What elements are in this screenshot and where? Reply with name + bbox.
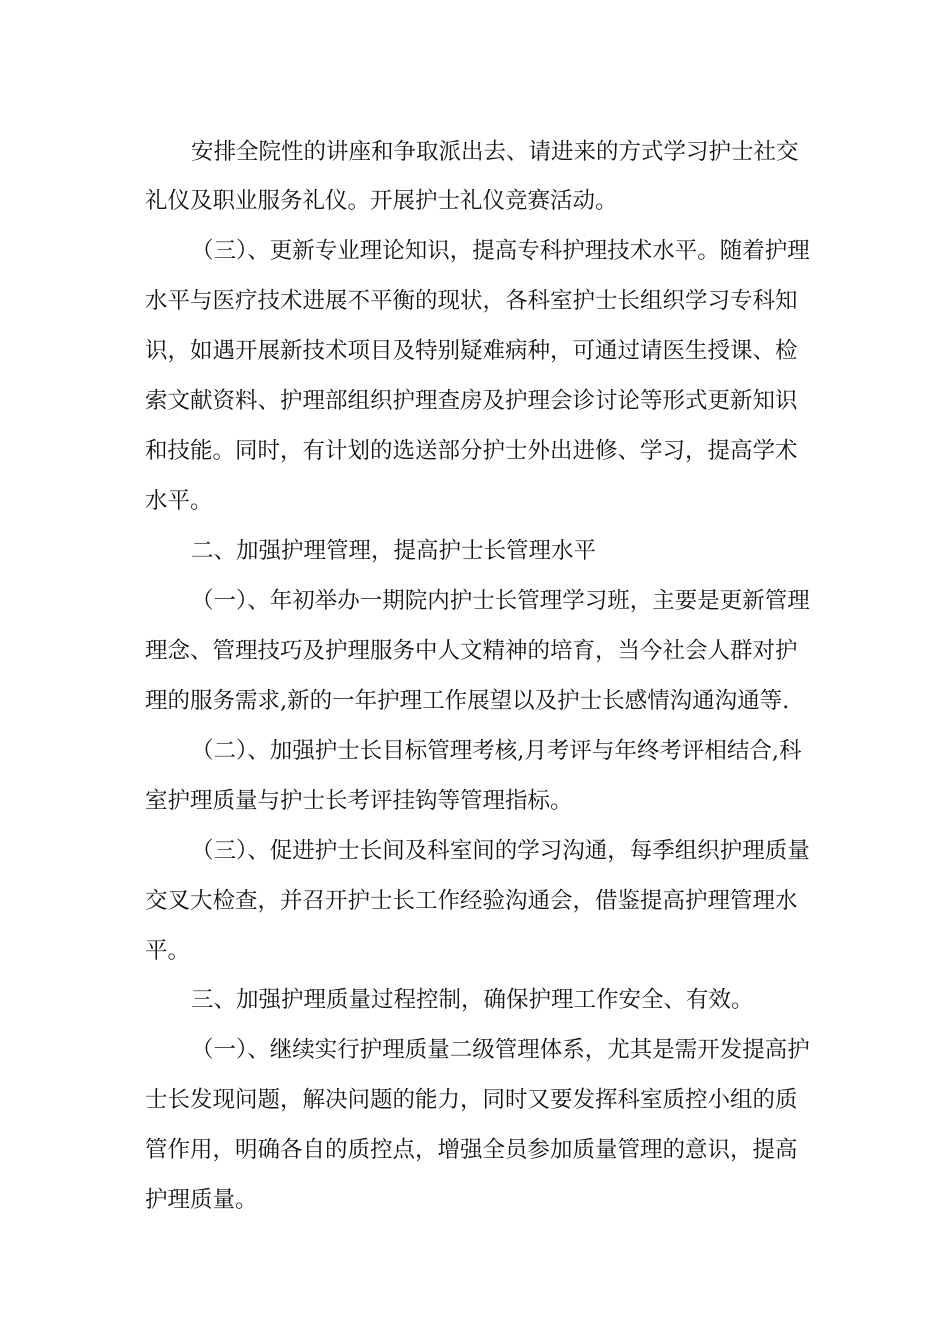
section-heading: 三、加强护理质量过程控制，确保护理工作安全、有效。 [191,987,754,1013]
text-line: 交叉大检查，并召开护士长工作经验沟通会，借鉴提高护理管理水 [145,888,798,914]
text-line: 理的服务需求,新的一年护理工作展望以及护士长感情沟通沟通等. [145,688,790,714]
text-line: 安排全院性的讲座和争取派出去、请进来的方式学习护士社交 [191,139,799,165]
text-line: 礼仪及职业服务礼仪。开展护士礼仪竞赛活动。 [145,188,618,214]
text-line: 理念、管理技巧及护理服务中人文精神的培育，当今社会人群对护 [145,638,798,664]
text-line: 室护理质量与护士长考评挂钩等管理指标。 [145,788,573,814]
text-line: 水平。 [145,488,213,514]
text-line: 水平与医疗技术进展不平衡的现状，各科室护士长组织学习专科知 [145,288,798,314]
text-line: 和技能。同时，有计划的选送部分护士外出进修、学习，提高学术 [145,438,798,464]
text-line: 护理质量。 [145,1187,258,1213]
text-line: 管作用，明确各自的质控点，增强全员参加质量管理的意识，提高 [145,1137,798,1163]
text-line: 识，如遇开展新技术项目及特别疑难病种，可通过请医生授课、检 [145,338,798,364]
text-line: 士长发现问题，解决问题的能力，同时又要发挥科室质控小组的质 [145,1087,798,1113]
text-line: （一）、继续实行护理质量二级管理体系，尤其是需开发提高护 [191,1037,810,1063]
text-line: （三）、更新专业理论知识，提高专科护理技术水平。随着护理 [191,238,810,264]
text-line: （三）、促进护士长间及科室间的学习沟通，每季组织护理质量 [191,838,810,864]
section-heading: 二、加强护理管理，提高护士长管理水平 [191,538,597,564]
text-line: （一）、年初举办一期院内护士长管理学习班，主要是更新管理 [191,588,810,614]
text-line: 平。 [145,938,191,964]
text-line: 索文献资料、护理部组织护理查房及护理会诊讨论等形式更新知识 [145,388,798,414]
text-line: （二）、加强护士长目标管理考核,月考评与年终考评相结合,科 [191,738,802,764]
